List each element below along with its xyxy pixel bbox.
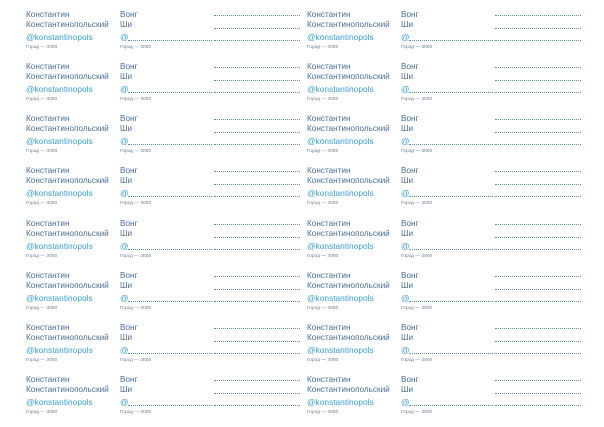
blank-line-2 (495, 184, 581, 185)
name-card (307, 114, 399, 162)
blank-line-1 (495, 67, 581, 68)
blank-last-name: Ши (120, 280, 133, 290)
blank-line-1 (214, 171, 300, 172)
card-handle: @konstantinopols (26, 241, 93, 251)
blank-line-1 (495, 171, 581, 172)
blank-line-1 (214, 328, 300, 329)
name-card (307, 219, 399, 267)
blank-line-2 (214, 341, 300, 342)
blank-card (120, 219, 304, 267)
blank-last-name: Ши (120, 71, 133, 81)
blank-line-1 (495, 380, 581, 381)
card-last-name: Константинопольский (307, 19, 390, 29)
blank-line-2 (495, 341, 581, 342)
blank-card (401, 271, 585, 319)
blank-last-name: Ши (120, 175, 133, 185)
blank-first-name: Вонг (120, 219, 138, 228)
card-last-name: Константинопольский (307, 280, 390, 290)
card-first-name: Константин (307, 166, 351, 175)
blank-line-3 (495, 144, 581, 145)
blank-line-3 (495, 353, 581, 354)
card-handle: @konstantinopols (307, 241, 374, 251)
blank-line-2 (214, 80, 300, 81)
blank-first-name: Вонг (120, 271, 138, 280)
card-last-name: Константинопольский (26, 332, 109, 342)
blank-handle-line (128, 249, 212, 250)
blank-line-2 (495, 289, 581, 290)
blank-first-name: Вонг (401, 271, 419, 280)
card-city: Город — 3000 (26, 96, 58, 102)
blank-last-name: Ши (401, 228, 414, 238)
blank-city: Город — 3000 (120, 200, 152, 206)
blank-handle-line (128, 40, 212, 41)
blank-city: Город — 3000 (401, 200, 433, 206)
blank-line-3 (495, 249, 581, 250)
card-handle: @konstantinopols (26, 397, 93, 407)
blank-handle-line (409, 196, 493, 197)
blank-card (401, 219, 585, 267)
card-handle: @konstantinopols (307, 136, 374, 146)
blank-at-symbol: @ (120, 32, 129, 42)
blank-at-symbol: @ (120, 136, 129, 146)
blank-city: Город — 3000 (120, 96, 152, 102)
card-city: Город — 3000 (26, 148, 58, 154)
blank-at-symbol: @ (120, 345, 129, 355)
blank-line-1 (495, 224, 581, 225)
name-card (307, 323, 399, 371)
blank-line-2 (214, 184, 300, 185)
blank-at-symbol: @ (120, 241, 129, 251)
blank-line-3 (495, 40, 581, 41)
blank-first-name: Вонг (120, 62, 138, 71)
name-card (307, 166, 399, 214)
card-first-name: Константин (307, 219, 351, 228)
blank-line-3 (495, 92, 581, 93)
card-city: Город — 3000 (26, 200, 58, 206)
card-first-name: Константин (307, 375, 351, 384)
blank-line-1 (495, 15, 581, 16)
blank-handle-line (409, 92, 493, 93)
blank-city: Город — 3000 (120, 148, 152, 154)
blank-at-symbol: @ (401, 136, 410, 146)
blank-line-3 (214, 301, 300, 302)
blank-at-symbol: @ (120, 188, 129, 198)
blank-handle-line (128, 353, 212, 354)
blank-handle-line (128, 92, 212, 93)
blank-line-2 (495, 132, 581, 133)
blank-handle-line (128, 144, 212, 145)
card-last-name: Константинопольский (26, 123, 109, 133)
blank-line-2 (495, 80, 581, 81)
card-city: Город — 3000 (26, 253, 58, 259)
blank-card (401, 323, 585, 371)
blank-card (401, 166, 585, 214)
card-last-name: Константинопольский (26, 228, 109, 238)
blank-last-name: Ши (401, 332, 414, 342)
blank-at-symbol: @ (120, 293, 129, 303)
blank-first-name: Вонг (401, 375, 419, 384)
blank-first-name: Вонг (401, 166, 419, 175)
blank-last-name: Ши (401, 19, 414, 29)
blank-city: Город — 3000 (401, 44, 433, 50)
card-handle: @konstantinopols (307, 397, 374, 407)
blank-handle-line (128, 301, 212, 302)
card-handle: @konstantinopols (26, 188, 93, 198)
blank-first-name: Вонг (401, 114, 419, 123)
blank-card (401, 62, 585, 110)
blank-last-name: Ши (401, 175, 414, 185)
blank-line-1 (495, 328, 581, 329)
blank-last-name: Ши (401, 123, 414, 133)
card-city: Город — 3000 (26, 409, 58, 415)
blank-first-name: Вонг (401, 219, 419, 228)
card-first-name: Константин (26, 10, 70, 19)
blank-at-symbol: @ (120, 397, 129, 407)
name-card (26, 166, 118, 214)
blank-card (401, 10, 585, 58)
name-card (26, 62, 118, 110)
blank-line-2 (214, 393, 300, 394)
blank-first-name: Вонг (401, 62, 419, 71)
blank-line-2 (495, 28, 581, 29)
blank-handle-line (409, 405, 493, 406)
card-first-name: Константин (26, 375, 70, 384)
blank-handle-line (409, 301, 493, 302)
card-last-name: Константинопольский (26, 384, 109, 394)
blank-card (120, 375, 304, 423)
card-first-name: Константин (307, 323, 351, 332)
blank-handle-line (409, 249, 493, 250)
blank-card (120, 271, 304, 319)
name-card (26, 114, 118, 162)
card-last-name: Константинопольский (26, 71, 109, 81)
blank-at-symbol: @ (401, 241, 410, 251)
blank-line-1 (214, 276, 300, 277)
card-handle: @konstantinopols (26, 136, 93, 146)
blank-handle-line (128, 405, 212, 406)
card-city: Город — 3000 (307, 357, 339, 363)
blank-card (401, 114, 585, 162)
card-last-name: Константинопольский (26, 175, 109, 185)
card-city: Город — 3000 (26, 357, 58, 363)
card-first-name: Константин (26, 62, 70, 71)
blank-line-2 (214, 237, 300, 238)
blank-card (120, 62, 304, 110)
blank-line-2 (214, 132, 300, 133)
card-handle: @konstantinopols (307, 84, 374, 94)
card-handle: @konstantinopols (307, 32, 374, 42)
blank-line-3 (214, 92, 300, 93)
card-handle: @konstantinopols (26, 345, 93, 355)
name-card (26, 10, 118, 58)
blank-city: Город — 3000 (120, 44, 152, 50)
card-city: Город — 3000 (26, 44, 58, 50)
card-last-name: Константинопольский (26, 280, 109, 290)
blank-handle-line (409, 40, 493, 41)
blank-last-name: Ши (120, 228, 133, 238)
blank-at-symbol: @ (120, 84, 129, 94)
blank-first-name: Вонг (120, 10, 138, 19)
blank-first-name: Вонг (120, 166, 138, 175)
blank-first-name: Вонг (401, 10, 419, 19)
blank-last-name: Ши (120, 332, 133, 342)
blank-handle-line (409, 353, 493, 354)
blank-at-symbol: @ (401, 293, 410, 303)
blank-city: Город — 3000 (120, 409, 152, 415)
blank-card (120, 323, 304, 371)
blank-at-symbol: @ (401, 84, 410, 94)
card-city: Город — 3000 (307, 409, 339, 415)
card-first-name: Константин (26, 271, 70, 280)
blank-card (120, 114, 304, 162)
blank-handle-line (128, 196, 212, 197)
blank-line-2 (495, 393, 581, 394)
blank-city: Город — 3000 (401, 253, 433, 259)
blank-line-3 (214, 40, 300, 41)
blank-first-name: Вонг (120, 323, 138, 332)
card-handle: @konstantinopols (307, 345, 374, 355)
name-card (307, 62, 399, 110)
card-handle: @konstantinopols (26, 32, 93, 42)
blank-line-2 (214, 28, 300, 29)
blank-at-symbol: @ (401, 32, 410, 42)
blank-handle-line (409, 144, 493, 145)
blank-line-1 (214, 15, 300, 16)
blank-city: Город — 3000 (120, 253, 152, 259)
blank-line-3 (214, 249, 300, 250)
card-handle: @konstantinopols (307, 293, 374, 303)
card-first-name: Константин (307, 114, 351, 123)
blank-city: Город — 3000 (401, 357, 433, 363)
blank-line-3 (495, 196, 581, 197)
blank-line-3 (214, 144, 300, 145)
name-card (307, 375, 399, 423)
card-first-name: Константин (307, 271, 351, 280)
blank-first-name: Вонг (120, 114, 138, 123)
blank-last-name: Ши (120, 384, 133, 394)
blank-line-1 (495, 276, 581, 277)
card-last-name: Константинопольский (307, 332, 390, 342)
blank-at-symbol: @ (401, 345, 410, 355)
blank-city: Город — 3000 (401, 305, 433, 311)
card-city: Город — 3000 (26, 305, 58, 311)
card-first-name: Константин (26, 166, 70, 175)
card-city: Город — 3000 (307, 200, 339, 206)
blank-last-name: Ши (401, 71, 414, 81)
blank-last-name: Ши (120, 123, 133, 133)
blank-first-name: Вонг (120, 375, 138, 384)
blank-line-2 (495, 237, 581, 238)
blank-line-3 (214, 405, 300, 406)
card-last-name: Константинопольский (307, 228, 390, 238)
blank-line-3 (495, 405, 581, 406)
blank-line-3 (495, 301, 581, 302)
card-last-name: Константинопольский (307, 71, 390, 81)
name-card (26, 323, 118, 371)
blank-card (120, 10, 304, 58)
blank-line-1 (214, 119, 300, 120)
card-last-name: Константинопольский (307, 123, 390, 133)
blank-at-symbol: @ (401, 188, 410, 198)
blank-last-name: Ши (401, 280, 414, 290)
card-city: Город — 3000 (307, 253, 339, 259)
blank-line-3 (214, 353, 300, 354)
blank-city: Город — 3000 (120, 305, 152, 311)
blank-card (120, 166, 304, 214)
card-first-name: Константин (26, 219, 70, 228)
card-handle: @konstantinopols (307, 188, 374, 198)
card-first-name: Константин (307, 62, 351, 71)
card-city: Город — 3000 (307, 44, 339, 50)
card-first-name: Константин (26, 323, 70, 332)
name-card (26, 271, 118, 319)
name-card (307, 271, 399, 319)
blank-city: Город — 3000 (401, 148, 433, 154)
card-last-name: Константинопольский (26, 19, 109, 29)
blank-line-1 (214, 380, 300, 381)
name-card (26, 219, 118, 267)
card-last-name: Константинопольский (307, 175, 390, 185)
card-handle: @konstantinopols (26, 84, 93, 94)
blank-at-symbol: @ (401, 397, 410, 407)
blank-line-1 (214, 67, 300, 68)
blank-last-name: Ши (401, 384, 414, 394)
blank-first-name: Вонг (401, 323, 419, 332)
blank-city: Город — 3000 (120, 357, 152, 363)
card-last-name: Константинопольский (307, 384, 390, 394)
blank-line-1 (214, 224, 300, 225)
card-first-name: Константин (307, 10, 351, 19)
blank-city: Город — 3000 (401, 96, 433, 102)
card-city: Город — 3000 (307, 148, 339, 154)
card-handle: @konstantinopols (26, 293, 93, 303)
blank-card (401, 375, 585, 423)
card-city: Город — 3000 (307, 305, 339, 311)
card-city: Город — 3000 (307, 96, 339, 102)
blank-line-3 (214, 196, 300, 197)
name-card (307, 10, 399, 58)
name-card (26, 375, 118, 423)
card-first-name: Константин (26, 114, 70, 123)
blank-last-name: Ши (120, 19, 133, 29)
blank-city: Город — 3000 (401, 409, 433, 415)
blank-line-1 (495, 119, 581, 120)
blank-line-2 (214, 289, 300, 290)
